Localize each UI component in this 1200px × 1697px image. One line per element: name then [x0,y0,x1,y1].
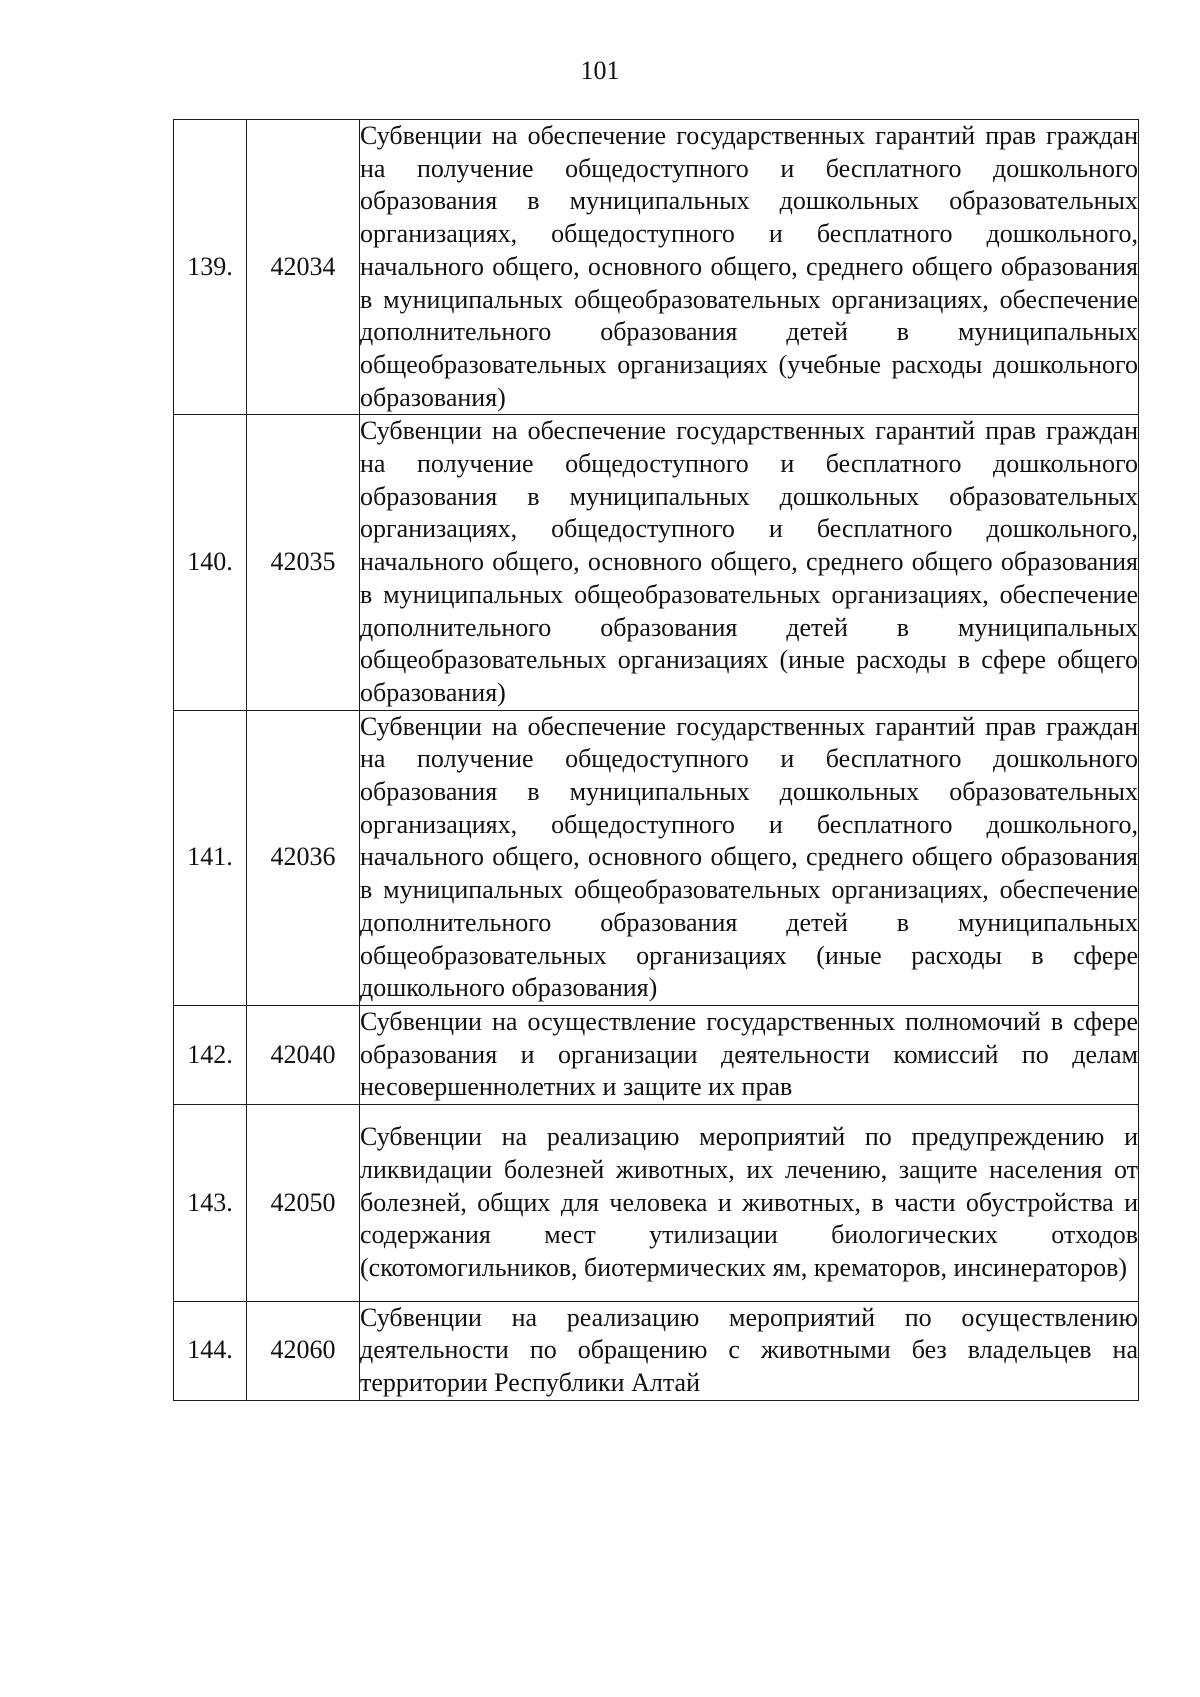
row-code: 42036 [247,710,360,1005]
table-row [174,120,1139,415]
row-description: Субвенции на обеспечение государственных гарантий прав граждан на получение общедоступного и бесплатного дошкольного образования в муниципальных дошкольных образовательных организациях, общедоступного и бесплатного дошкольного, начального общего, основного общего, среднего общего образования в муниципальных общеобразовательных организациях, обеспечение дополнительного образования детей в муниципальных общеобразовательных организациях (учебные расходы дошкольного образования) [360,120,1139,415]
table-row [174,1301,1139,1400]
table-row [174,710,1139,1005]
row-description: Субвенции на реализацию мероприятий по осуществлению деятельности по обращению с животными без владельцев на территории Республики Алтай [360,1301,1139,1400]
row-code: 42035 [247,415,360,710]
table-row [174,1005,1139,1104]
row-code: 42050 [247,1105,360,1302]
table-row [174,1105,1139,1302]
row-description: Субвенции на осуществление государственных полномочий в сфере образования и организации деятельности комиссий по делам несовершеннолетних и защите их прав [360,1005,1139,1104]
table-row [174,415,1139,710]
row-number: 142. [174,1005,247,1104]
subventions-table [173,119,1139,1401]
row-number: 140. [174,415,247,710]
row-number: 141. [174,710,247,1005]
page-number: 101 [580,56,620,85]
row-description: Субвенции на обеспечение государственных гарантий прав граждан на получение общедоступного и бесплатного дошкольного образования в муниципальных дошкольных образовательных организациях, общедоступного и бесплатного дошкольного, начального общего, основного общего, среднего общего образования в муниципальных общеобразовательных организациях, обеспечение дополнительного образования детей в муниципальных общеобразовательных организациях (иные расходы в сфере общего образования) [360,415,1139,710]
row-number: 144. [174,1301,247,1400]
row-code: 42034 [247,120,360,415]
row-code: 42040 [247,1005,360,1104]
row-description: Субвенции на реализацию мероприятий по предупреждению и ликвидации болезней животных, их лечению, защите населения от болезней, общих для человека и животных, в части обустройства и содержания мест утилизации биологических отходов (скотомогильников, биотермических ям, крематоров, инсинераторов) [360,1105,1139,1302]
row-description: Субвенции на обеспечение государственных гарантий прав граждан на получение общедоступного и бесплатного дошкольного образования в муниципальных дошкольных образовательных организациях, общедоступного и бесплатного дошкольного, начального общего, основного общего, среднего общего образования в муниципальных общеобразовательных организациях, обеспечение дополнительного образования детей в муниципальных общеобразовательных организациях (иные расходы в сфере дошкольного образования) [360,710,1139,1005]
row-code: 42060 [247,1301,360,1400]
row-number: 143. [174,1105,247,1302]
row-number: 139. [174,120,247,415]
